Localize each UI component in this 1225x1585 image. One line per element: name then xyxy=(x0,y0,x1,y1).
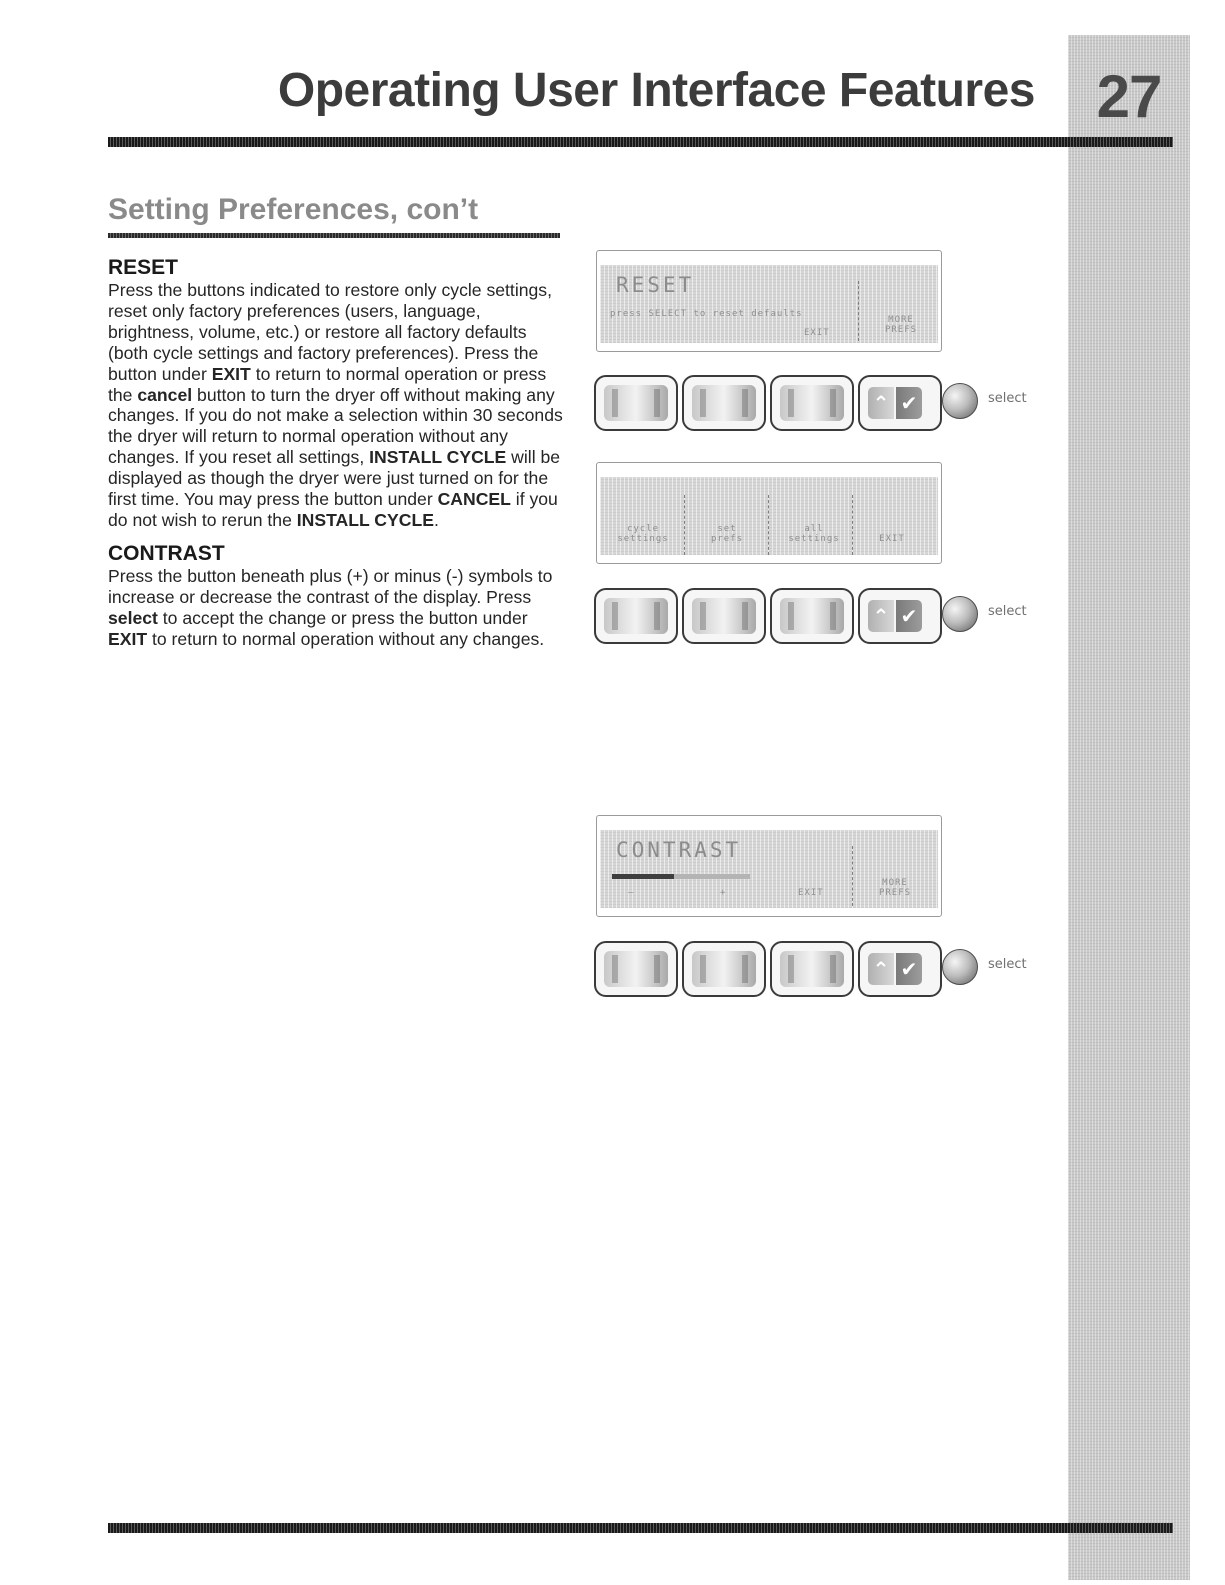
contrast-display-more-line2: PREFS xyxy=(878,888,912,898)
option-cycle-settings-line2: settings xyxy=(617,534,669,544)
up-arrow-icon[interactable]: ⌃ xyxy=(868,600,894,632)
reset-display-title: RESET xyxy=(616,273,695,297)
control-buttons-row-1 xyxy=(594,375,1034,431)
reset-text-1: Press the buttons indicated to restore only cycle settings, reset only factory preferences (users, language, brightness, volume, etc.) or restore all factory defaults (both cycle settings and factory preferences). Press the button under xyxy=(108,280,552,384)
down-arrow-icon[interactable]: ✔ xyxy=(896,600,922,632)
contrast-paragraph xyxy=(108,566,563,650)
page-number: 27 xyxy=(1096,63,1162,130)
reset-exit-term: EXIT xyxy=(211,363,251,384)
contrast-text-1: Press the button beneath plus (+) or minus (-) symbols to increase or decrease the contrast of the display. Press xyxy=(108,565,553,607)
soft-button-1[interactable] xyxy=(594,941,678,997)
reset-cancel-term: cancel xyxy=(137,384,193,405)
reset-install-cycle-term-2: INSTALL CYCLE xyxy=(296,509,434,530)
soft-button-3[interactable] xyxy=(770,941,854,997)
option-all-settings-line1: all xyxy=(804,524,824,534)
reset-text-5: if you do not wish to rerun the xyxy=(108,489,558,530)
contrast-heading: CONTRAST xyxy=(108,541,225,565)
contrast-display-more xyxy=(864,878,926,898)
select-label: select xyxy=(988,604,1027,619)
option-set-prefs xyxy=(692,524,762,544)
down-arrow-icon[interactable]: ✔ xyxy=(896,953,922,985)
options-divider-2 xyxy=(768,495,769,555)
option-all-settings-line2: settings xyxy=(788,534,840,544)
reset-heading: RESET xyxy=(108,256,179,279)
up-arrow-icon[interactable]: ⌃ xyxy=(868,387,894,419)
page-title: Operating User Interface Features xyxy=(277,64,1035,117)
contrast-text-3: to return to normal operation without any changes. xyxy=(147,628,545,649)
reset-display-divider xyxy=(858,281,859,341)
select-knob[interactable] xyxy=(942,383,978,419)
option-exit: EXIT xyxy=(879,534,905,544)
contrast-minus-label: – xyxy=(628,888,635,898)
contrast-display-divider xyxy=(852,846,853,906)
soft-button-2[interactable] xyxy=(682,375,766,431)
reset-options-display xyxy=(596,462,942,564)
reset-display-prompt: press SELECT to reset defaults xyxy=(610,309,803,319)
reset-display-more-line1: MORE xyxy=(888,315,914,325)
reset-text-4: will be displayed as though the dryer were just turned on for the first time. You may press the button under xyxy=(108,447,561,510)
down-arrow-icon[interactable]: ✔ xyxy=(896,387,922,419)
reset-display-screen xyxy=(600,265,938,343)
contrast-level-track xyxy=(612,874,750,879)
option-cycle-settings-line1: cycle xyxy=(626,524,660,534)
option-set-prefs-line2: prefs xyxy=(710,534,744,544)
select-label: select xyxy=(988,391,1027,406)
up-down-button[interactable] xyxy=(858,941,942,997)
reset-text-6: . xyxy=(433,509,439,530)
contrast-plus-label: + xyxy=(720,888,727,898)
reset-text-3: button to turn the dryer off without making any changes. If you do not make a selection within 30 seconds the dryer will return to normal operation without any changes. If you reset all settings, xyxy=(108,384,563,468)
contrast-level-fill xyxy=(612,874,674,879)
side-tab xyxy=(1068,35,1190,1580)
reset-display-more xyxy=(870,315,932,335)
contrast-display xyxy=(596,815,942,917)
contrast-display-exit: EXIT xyxy=(798,888,824,898)
footer-rule xyxy=(108,1523,1173,1533)
option-all-settings xyxy=(776,524,852,544)
option-set-prefs-line1: set xyxy=(717,524,737,534)
reset-install-cycle-term: INSTALL CYCLE xyxy=(369,447,507,468)
up-down-button[interactable] xyxy=(858,588,942,644)
soft-button-2[interactable] xyxy=(682,588,766,644)
soft-button-2[interactable] xyxy=(682,941,766,997)
reset-text-2: to return to normal operation or press the xyxy=(108,363,547,405)
reset-cancel-upper-term: CANCEL xyxy=(437,489,511,510)
select-label: select xyxy=(988,957,1027,972)
options-divider-1 xyxy=(684,495,685,555)
contrast-display-more-line1: MORE xyxy=(882,878,908,888)
reset-paragraph xyxy=(108,280,563,531)
select-knob[interactable] xyxy=(942,949,978,985)
reset-display-exit: EXIT xyxy=(804,328,830,338)
select-knob[interactable] xyxy=(942,596,978,632)
options-divider-3 xyxy=(852,495,853,555)
contrast-select-term: select xyxy=(108,607,158,628)
control-buttons-row-3 xyxy=(594,941,1034,997)
reset-display xyxy=(596,250,942,352)
soft-button-3[interactable] xyxy=(770,375,854,431)
contrast-display-title: CONTRAST xyxy=(616,838,742,862)
soft-button-1[interactable] xyxy=(594,588,678,644)
body-text-column xyxy=(108,256,563,650)
option-cycle-settings xyxy=(608,524,678,544)
up-down-button[interactable] xyxy=(858,375,942,431)
reset-display-more-line2: PREFS xyxy=(884,325,918,335)
soft-button-3[interactable] xyxy=(770,588,854,644)
section-title: Setting Preferences, con’t xyxy=(108,193,479,226)
soft-button-1[interactable] xyxy=(594,375,678,431)
contrast-exit-term: EXIT xyxy=(108,628,148,649)
contrast-text-2: to accept the change or press the button under xyxy=(157,607,528,628)
control-buttons-row-2 xyxy=(594,588,1034,644)
contrast-display-screen xyxy=(600,830,938,908)
section-rule xyxy=(108,233,560,238)
reset-options-display-screen xyxy=(600,477,938,555)
up-arrow-icon[interactable]: ⌃ xyxy=(868,953,894,985)
header-rule xyxy=(108,137,1173,147)
